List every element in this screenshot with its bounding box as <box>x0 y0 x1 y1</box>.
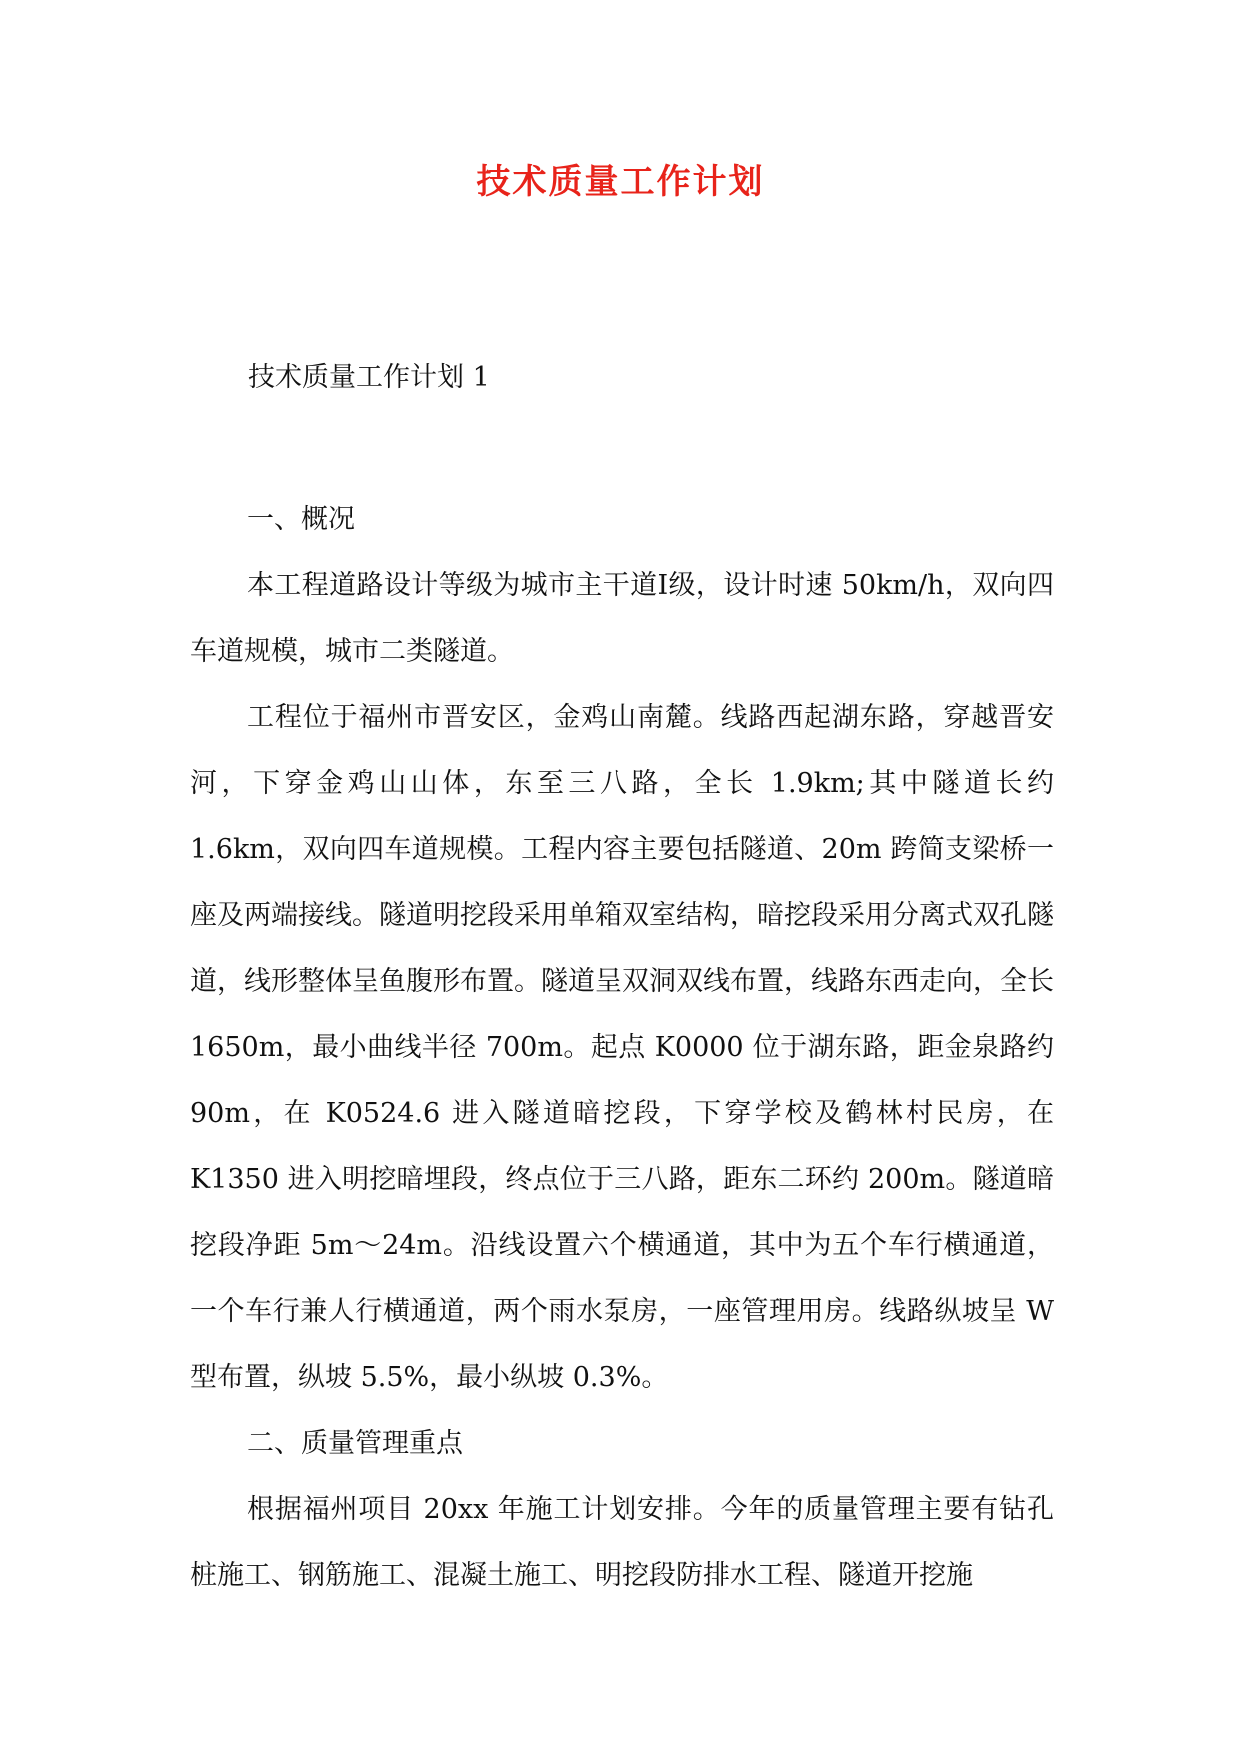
paragraph-construction-plan: 根据福州项目 20xx 年施工计划安排。今年的质量管理主要有钻孔桩施工、钢筋施工、混凝土施工、明挖段防排水工程、隧道开挖施 <box>190 1494 1054 1591</box>
section-heading-quality-focus: 二、质量管理重点 <box>247 1428 463 1459</box>
document-body <box>190 487 1054 1609</box>
paragraph-design-grade: 本工程道路设计等级为城市主干道Ⅰ级，设计时速 50km/h，双向四车道规模，城市二类隧道。 <box>190 570 1054 667</box>
document-subtitle: 技术质量工作计划 1 <box>248 362 490 393</box>
document-title: 技术质量工作计划 <box>476 162 765 202</box>
paragraph-project-location: 工程位于福州市晋安区，金鸡山南麓。线路西起湖东路，穿越晋安河，下穿金鸡山山体，东至三八路，全长 1.9km;其中隧道长约 1.6km，双向四车道规模。工程内容主要包括隧道、20m 跨简支梁桥一座及两端接线。隧道明挖段采用单箱双室结构，暗挖段采用分离式双孔隧道，线形整体呈鱼腹形布置。隧道呈双洞双线布置，线路东西走向，全长 1650m，最小曲线半径 700m。起点 K0000 位于湖东路，距金泉路约 90m，在 K0524.6 进入隧道暗挖段，下穿学校及鹤林村民房，在 K1350 进入明挖暗埋段，终点位于三八路，距东二环约 200m。隧道暗挖段净距 5m～24m。沿线设置六个横通道，其中为五个车行横通道，一个车行兼人行横通道，两个雨水泵房，一座管理用房。线路纵坡呈 W 型布置，纵坡 5.5%，最小纵坡 0.3%。 <box>190 702 1054 1393</box>
section-heading-overview: 一、概况 <box>247 504 355 535</box>
